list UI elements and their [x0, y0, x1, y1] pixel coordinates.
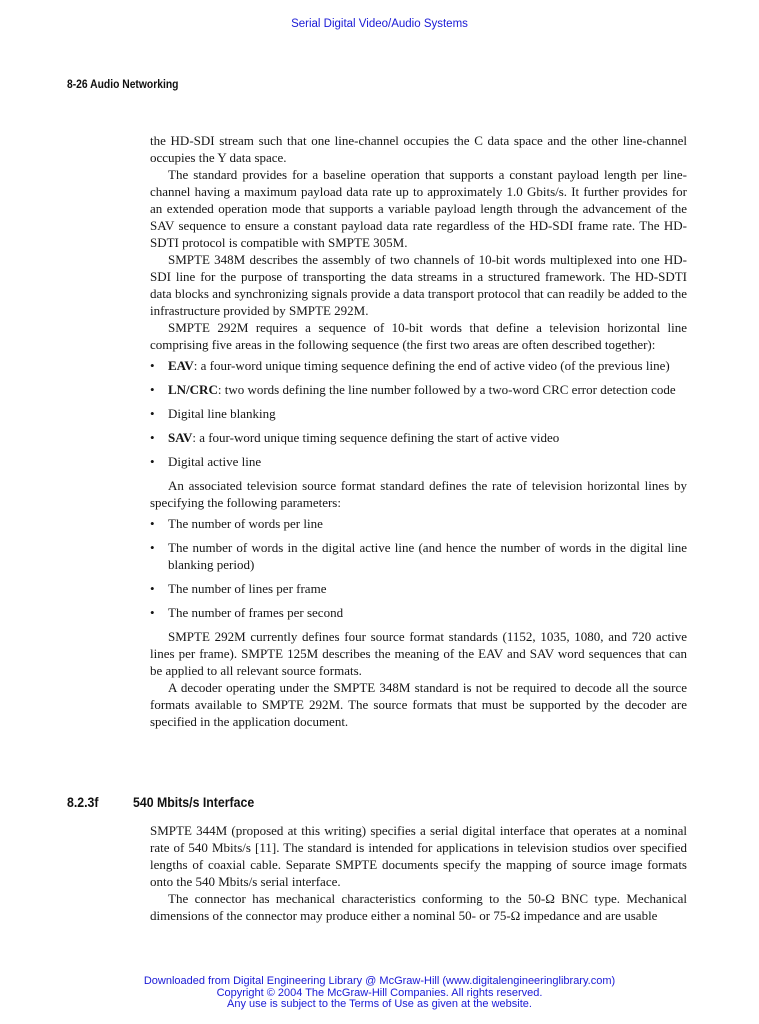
- list-item: • Digital active line: [150, 454, 262, 469]
- list-item: • LN/CRC: two words defining the line number followed by a two-word CRC error detection code: [150, 382, 676, 397]
- footer-notice: [0, 976, 759, 1011]
- body-text-top: [150, 132, 687, 730]
- footer-copyright-line: Copyright © 2004 The McGraw-Hill Companies. All rights reserved.: [216, 986, 543, 999]
- paragraph-source-format: An associated television source format standard defines the rate of television horizontal lines by specifying the following parameters:: [150, 478, 687, 510]
- paragraph-smpte-292m: SMPTE 292M requires a sequence of 10-bit words that define a television horizontal line comprising five areas in the following sequence (the first two areas are often described together):: [150, 320, 687, 352]
- book-title-header: Serial Digital Video/Audio Systems: [291, 18, 468, 30]
- paragraph-four-source-formats: SMPTE 292M currently defines four source format standards (1152, 1035, 1080, and 720 active lines per frame). SMPTE 125M describes the meaning of the EAV and SAV word sequences that can be applied to all relevant source formats.: [150, 629, 687, 678]
- section-number: 8.2.3f: [67, 794, 99, 810]
- footer-terms-line[interactable]: Any use is subject to the Terms of Use as given at the website.: [227, 998, 532, 1010]
- section-title: 540 Mbits/s Interface: [133, 794, 255, 810]
- list-item: • SAV: a four-word unique timing sequence defining the start of active video: [150, 430, 560, 445]
- paragraph-continuation: the HD-SDI stream such that one line-channel occupies the C data space and the other line-channel occupies the Y data space.: [150, 133, 687, 165]
- list-item: • The number of words per line: [150, 516, 323, 531]
- running-head: 8-26 Audio Networking: [67, 77, 179, 91]
- paragraph-baseline-operation: The standard provides for a baseline operation that supports a constant payload length per line-channel having a maximum payload data rate up to approximately 1.0 Gbits/s. It further provides for an extended operation mode that supports a variable payload length through the advancement of the SAV sequence to ensure a constant payload data rate regardless of the HD-SDI frame rate. The HD-SDTI protocol is compatible with SMPTE 305M.: [150, 167, 687, 250]
- footer-download-line[interactable]: Downloaded from Digital Engineering Library @ McGraw-Hill (www.digitalengineeringlibrary.com): [143, 975, 616, 987]
- list-line-areas: [150, 357, 687, 470]
- paragraph-decoder: A decoder operating under the SMPTE 348M standard is not be required to decode all the source formats available to SMPTE 292M. The source formats that must be supported by the decoder are specified in the application document.: [150, 680, 687, 729]
- list-item: • EAV: a four-word unique timing sequence defining the end of active video (of the previous line): [150, 358, 670, 373]
- paragraph-smpte-344m: SMPTE 344M (proposed at this writing) specifies a serial digital interface that operates at a nominal rate of 540 Mbits/s [11]. The standard is intended for applications in television studios over specified lengths of coaxial cable. Separate SMPTE documents specify the mapping of source image formats onto the 540 Mbits/s serial interface.: [150, 823, 687, 889]
- paragraph-connector: The connector has mechanical characteristics conforming to the 50-Ω BNC type. Mechanical dimensions of the connector may produce either a nominal 50- or 75-Ω impedance and are usable: [150, 891, 687, 923]
- list-item: • The number of lines per frame: [150, 581, 327, 596]
- list-item: • The number of frames per second: [150, 605, 344, 620]
- list-item: • Digital line blanking: [150, 406, 276, 421]
- list-parameters: [150, 515, 687, 621]
- paragraph-smpte-348m: SMPTE 348M describes the assembly of two channels of 10-bit words multiplexed into one HD-SDI line for the purpose of transporting the data streams in a structured framework. The HD-SDTI data blocks and synchronizing signals provide a data transport protocol that can readily be added to the infrastructure provided by SMPTE 292M.: [150, 252, 687, 318]
- body-text-section: [150, 822, 687, 924]
- list-item: • The number of words in the digital active line (and hence the number of words in the digital line blanking period): [150, 540, 687, 572]
